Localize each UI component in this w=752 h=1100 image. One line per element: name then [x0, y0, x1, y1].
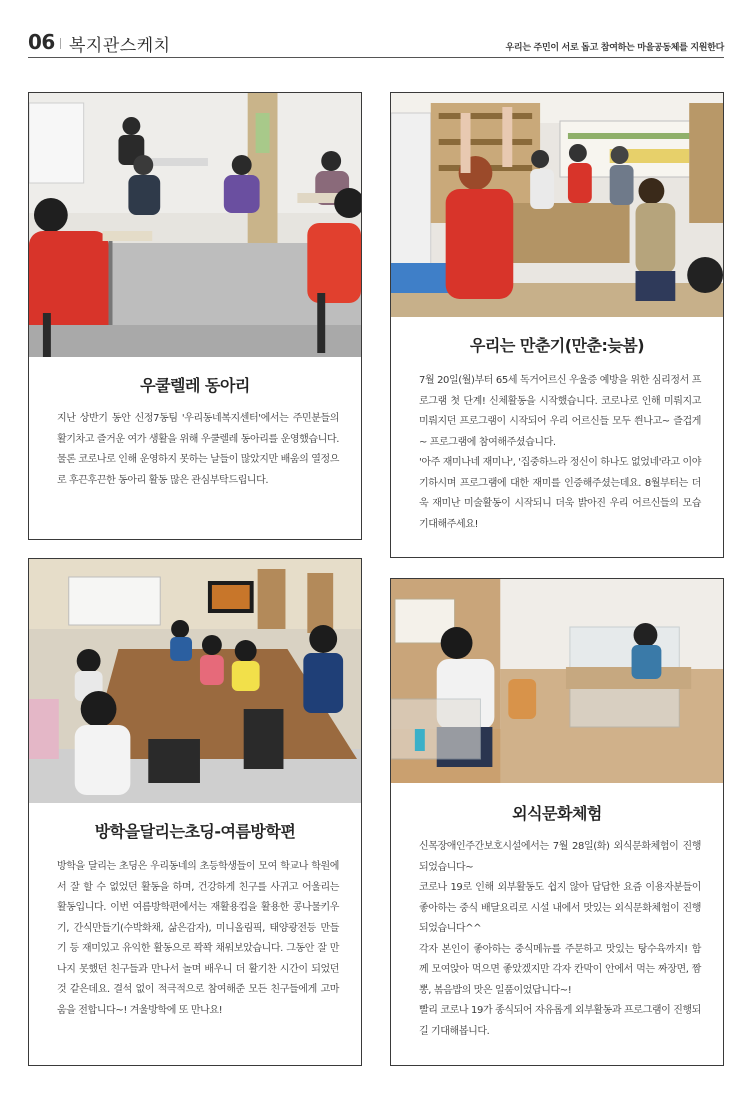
children-classroom-photo [29, 559, 361, 803]
dining-experience-photo [391, 579, 723, 783]
page-header [28, 30, 724, 60]
article-paragraph: 지난 상반기 동안 신정7동팀 '우리동네복지센터'에서는 주민분들의 활기차고 즐거운 여가 생활을 위해 우쿨렐레 동아리를 운영했습니다. 물론 코로나로 인해 운영하지 못하는 날들이 많았지만 배움의 열정으로 후끈후끈한 동아리 활동 많은 관심부탁드립니다. [57, 413, 339, 486]
article-paragraph: 빨리 코로나 19가 종식되어 자유롭게 외부활동과 프로그램이 진행되길 기대해봅니다. [419, 1005, 701, 1037]
article-body [57, 409, 339, 491]
article-paragraph: 7월 20일(월)부터 65세 독거어르신 우울증 예방을 위한 심리정서 프로그램 첫 단계! 신체활동을 시작했습니다. 코로나로 인해 미뤄지고 미뤄지던 프로그램이 시작되어 우리 어르신들 모두 씐나고~ 즐겁게~ 프로그램에 참여해주셨습니다. [419, 375, 701, 448]
article-title: 우리는 만춘기(만춘:늦봄) [469, 336, 645, 355]
article-paragraph: 방학을 달리는 초딩은 우리동네의 초등학생들이 모여 학교나 학원에서 잘 할 수 없었던 활동을 하며, 건강하게 친구를 사귀고 어울리는 활동입니다. 이번 여름방학편에서는 재활용컵을 활용한 콩나물키우기, 간식만들기(수박화채, 삶은감자), 미니올림픽, 태양광전등 만들기 등 재미있고 유익한 활동으로 꽉꽉 채워보았습니다. 그동안 잘 만나지 못했던 친구들과 만나서 놀며 배우니 더 활기찬 시간이 되었던것 같은데요. 결석 없이 적극적으로 참여해준 모든 친구들에게 고마움을 전합니다~! 겨울방학에 또 만나요! [57, 861, 339, 1016]
article-title: 우쿨렐레 동아리 [140, 376, 250, 395]
header-divider [28, 57, 724, 58]
article-paragraph: '아주 재미나네 재미나', '집중하느라 정신이 하나도 없었네'라고 이야기하시며 프로그램에 대한 재미를 인증해주셨는데요. 8월부터는 더욱 재미난 미술활동이 시작되니 더욱 밝아진 우리 어르신들의 모습 기대해주세요! [419, 457, 701, 530]
article-title: 외식문화체험 [512, 804, 602, 823]
seniors-exercise-photo [391, 93, 723, 317]
article-body [419, 371, 701, 535]
header-separator [60, 38, 61, 49]
article-body [57, 857, 339, 1021]
article-paragraph: 코로나 19로 인해 외부활동도 쉽지 않아 답답한 요즘 이용자분들이 좋아하는 중식 배달요리로 시설 내에서 맛있는 외식문화체험이 진행되었습니다^^ [419, 882, 701, 934]
ukulele-class-photo [29, 93, 361, 357]
article-paragraph: 각자 본인이 좋아하는 중식메뉴를 주문하고 맛있는 탕수육까지! 함께 모여앉아 먹으면 좋았겠지만 각자 칸막이 안에서 먹는 짜장면, 짬뽕, 볶음밥의 맛은 일품이었답니다~! [419, 943, 701, 996]
article-card-manchungi [390, 92, 724, 558]
page-number: 06 [28, 30, 55, 54]
article-card-dining [390, 578, 724, 1066]
article-card-summer-kids [28, 558, 362, 1066]
article-title: 방학을달리는초딩-여름방학편 [94, 822, 296, 841]
article-paragraph: 신목장애인주간보호시설에서는 7월 28일(화) 외식문화체험이 진행되었습니다~ [419, 841, 701, 873]
article-card-ukulele [28, 92, 362, 540]
article-body [419, 837, 701, 1042]
section-title: 복지관스케치 [69, 36, 171, 56]
header-tagline: 우리는 주민이 서로 돕고 참여하는 마을공동체를 지원한다 [505, 43, 724, 53]
